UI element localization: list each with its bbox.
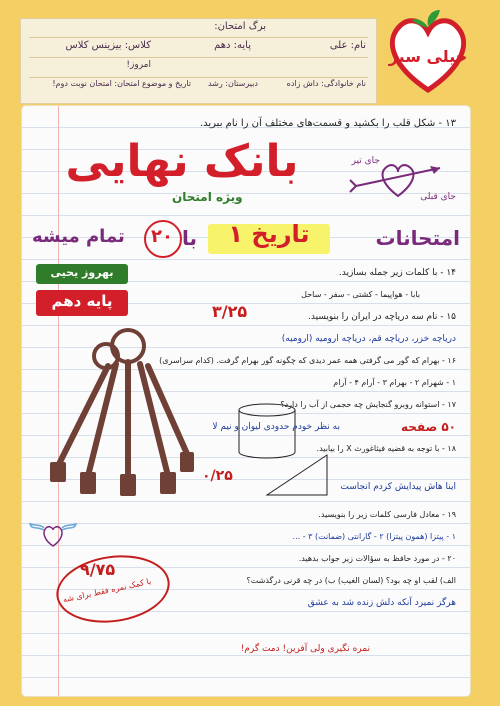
question-17-score: ۵۰ صفحه bbox=[401, 420, 456, 434]
bottom-note: نمره نگیری ولی آفرین! دمت گرم! bbox=[240, 644, 370, 654]
heart-note: با کمک نمره فقط برای شه bbox=[62, 576, 152, 605]
question-18: ۱۸ - با توجه به قضیه فیثاغورث X را بیابید. bbox=[316, 444, 456, 453]
grade-label: پایه: دهم bbox=[214, 40, 251, 51]
notebook-paper bbox=[22, 106, 470, 696]
question-16-options: ۱ - شهرام ۲ - بهرام ۳ - آرام ۴ - آرام bbox=[333, 378, 456, 387]
question-20-a: الف) لقب او چه بود؟ (لسان الغیب) ب) در چه قرنی درگذشت؟ bbox=[246, 576, 456, 585]
grade-label: پایه دهم bbox=[51, 292, 113, 310]
question-13: ۱۳ - شکل قلب را بکشید و قسمت‌های مختلف آن را نام ببرید. bbox=[199, 118, 456, 129]
subject-ending: تمام میشه bbox=[32, 226, 125, 247]
svg-text:خیلی سبز: خیلی سبز bbox=[388, 47, 468, 66]
key-bundle-image bbox=[28, 326, 198, 516]
subject-title: تاریخ ۱ bbox=[228, 220, 310, 248]
question-20: ۲۰ - در مورد حافظ به سؤالات زیر جواب بدهید. bbox=[298, 554, 456, 563]
question-16: ۱۶ - بهرام که گور می گرفتی همه عمر دیدی که چگونه گور بهرام گرفت. (کدام سراسری) bbox=[159, 356, 456, 365]
name-label: نام: علی bbox=[329, 40, 366, 51]
class-label: کلاس: بیزینس کلاس bbox=[65, 40, 151, 51]
score-circle-value: ۹/۷۵ bbox=[80, 560, 116, 579]
exam-sheet-label: برگ امتحان: bbox=[214, 21, 266, 32]
exam-sheet-note bbox=[20, 18, 377, 104]
cover-title: بانک نهایی bbox=[65, 136, 299, 187]
question-15: ۱۵ - نام سه دریاچه در ایران را بنویسید. bbox=[308, 312, 456, 322]
question-14: ۱۴ - با کلمات زیر جمله بسازید. bbox=[338, 268, 456, 278]
today-label: امروز! bbox=[126, 60, 151, 70]
question-19: ۱۹ - معادل فارسی کلمات زیر را بنویسید. bbox=[318, 510, 456, 519]
title-tag: ویژه امتحان bbox=[172, 190, 243, 204]
question-18-answer: اینا هاش پیدایش کردم انجاست bbox=[340, 482, 456, 492]
question-19-answer: ۱ - پیتزا (همون پیتزا) ۲ - گارانتی (ضمانت) ۳ - ... bbox=[292, 532, 456, 541]
author-name: بهروز یحیی bbox=[50, 266, 114, 279]
question-14-words: بابا - هواپیما - کشتی - سفر - ساحل bbox=[301, 290, 420, 299]
subject-prefix: امتحانات bbox=[375, 226, 460, 250]
question-20-answer: هرگز نمیرد آنکه دلش زنده شد به عشق bbox=[307, 598, 456, 608]
date-topic-label: تاریخ و موضوع امتحان: امتحان نوبت دوم! bbox=[52, 79, 191, 88]
score-right: ۰/۲۵ bbox=[202, 468, 233, 484]
heart-label-1: جای تیر bbox=[351, 156, 380, 166]
triangle-figure bbox=[262, 450, 332, 500]
subject-number: ۲۰ bbox=[151, 226, 173, 247]
school-label: دبیرستان: رشد bbox=[207, 79, 258, 88]
subject-with: با bbox=[182, 226, 198, 250]
question-15-answer: دریاچه خزر، دریاچه قم، دریاچه ارومیه (ارومیه) bbox=[281, 334, 456, 344]
family-label: نام خانوادگی: داش زاده bbox=[286, 79, 366, 88]
apple-heart-logo bbox=[382, 6, 474, 98]
question-17-answer: به نظر خودم حدودی لیوان و نیم لا bbox=[212, 422, 340, 432]
winged-heart-icon bbox=[28, 516, 78, 550]
score-main: ۳/۲۵ bbox=[212, 302, 248, 321]
question-17: ۱۷ - استوانه روبرو گنجایش چه حجمی از آب را دارد؟ bbox=[280, 400, 456, 409]
heart-label-2: جای قبلی bbox=[420, 192, 456, 202]
